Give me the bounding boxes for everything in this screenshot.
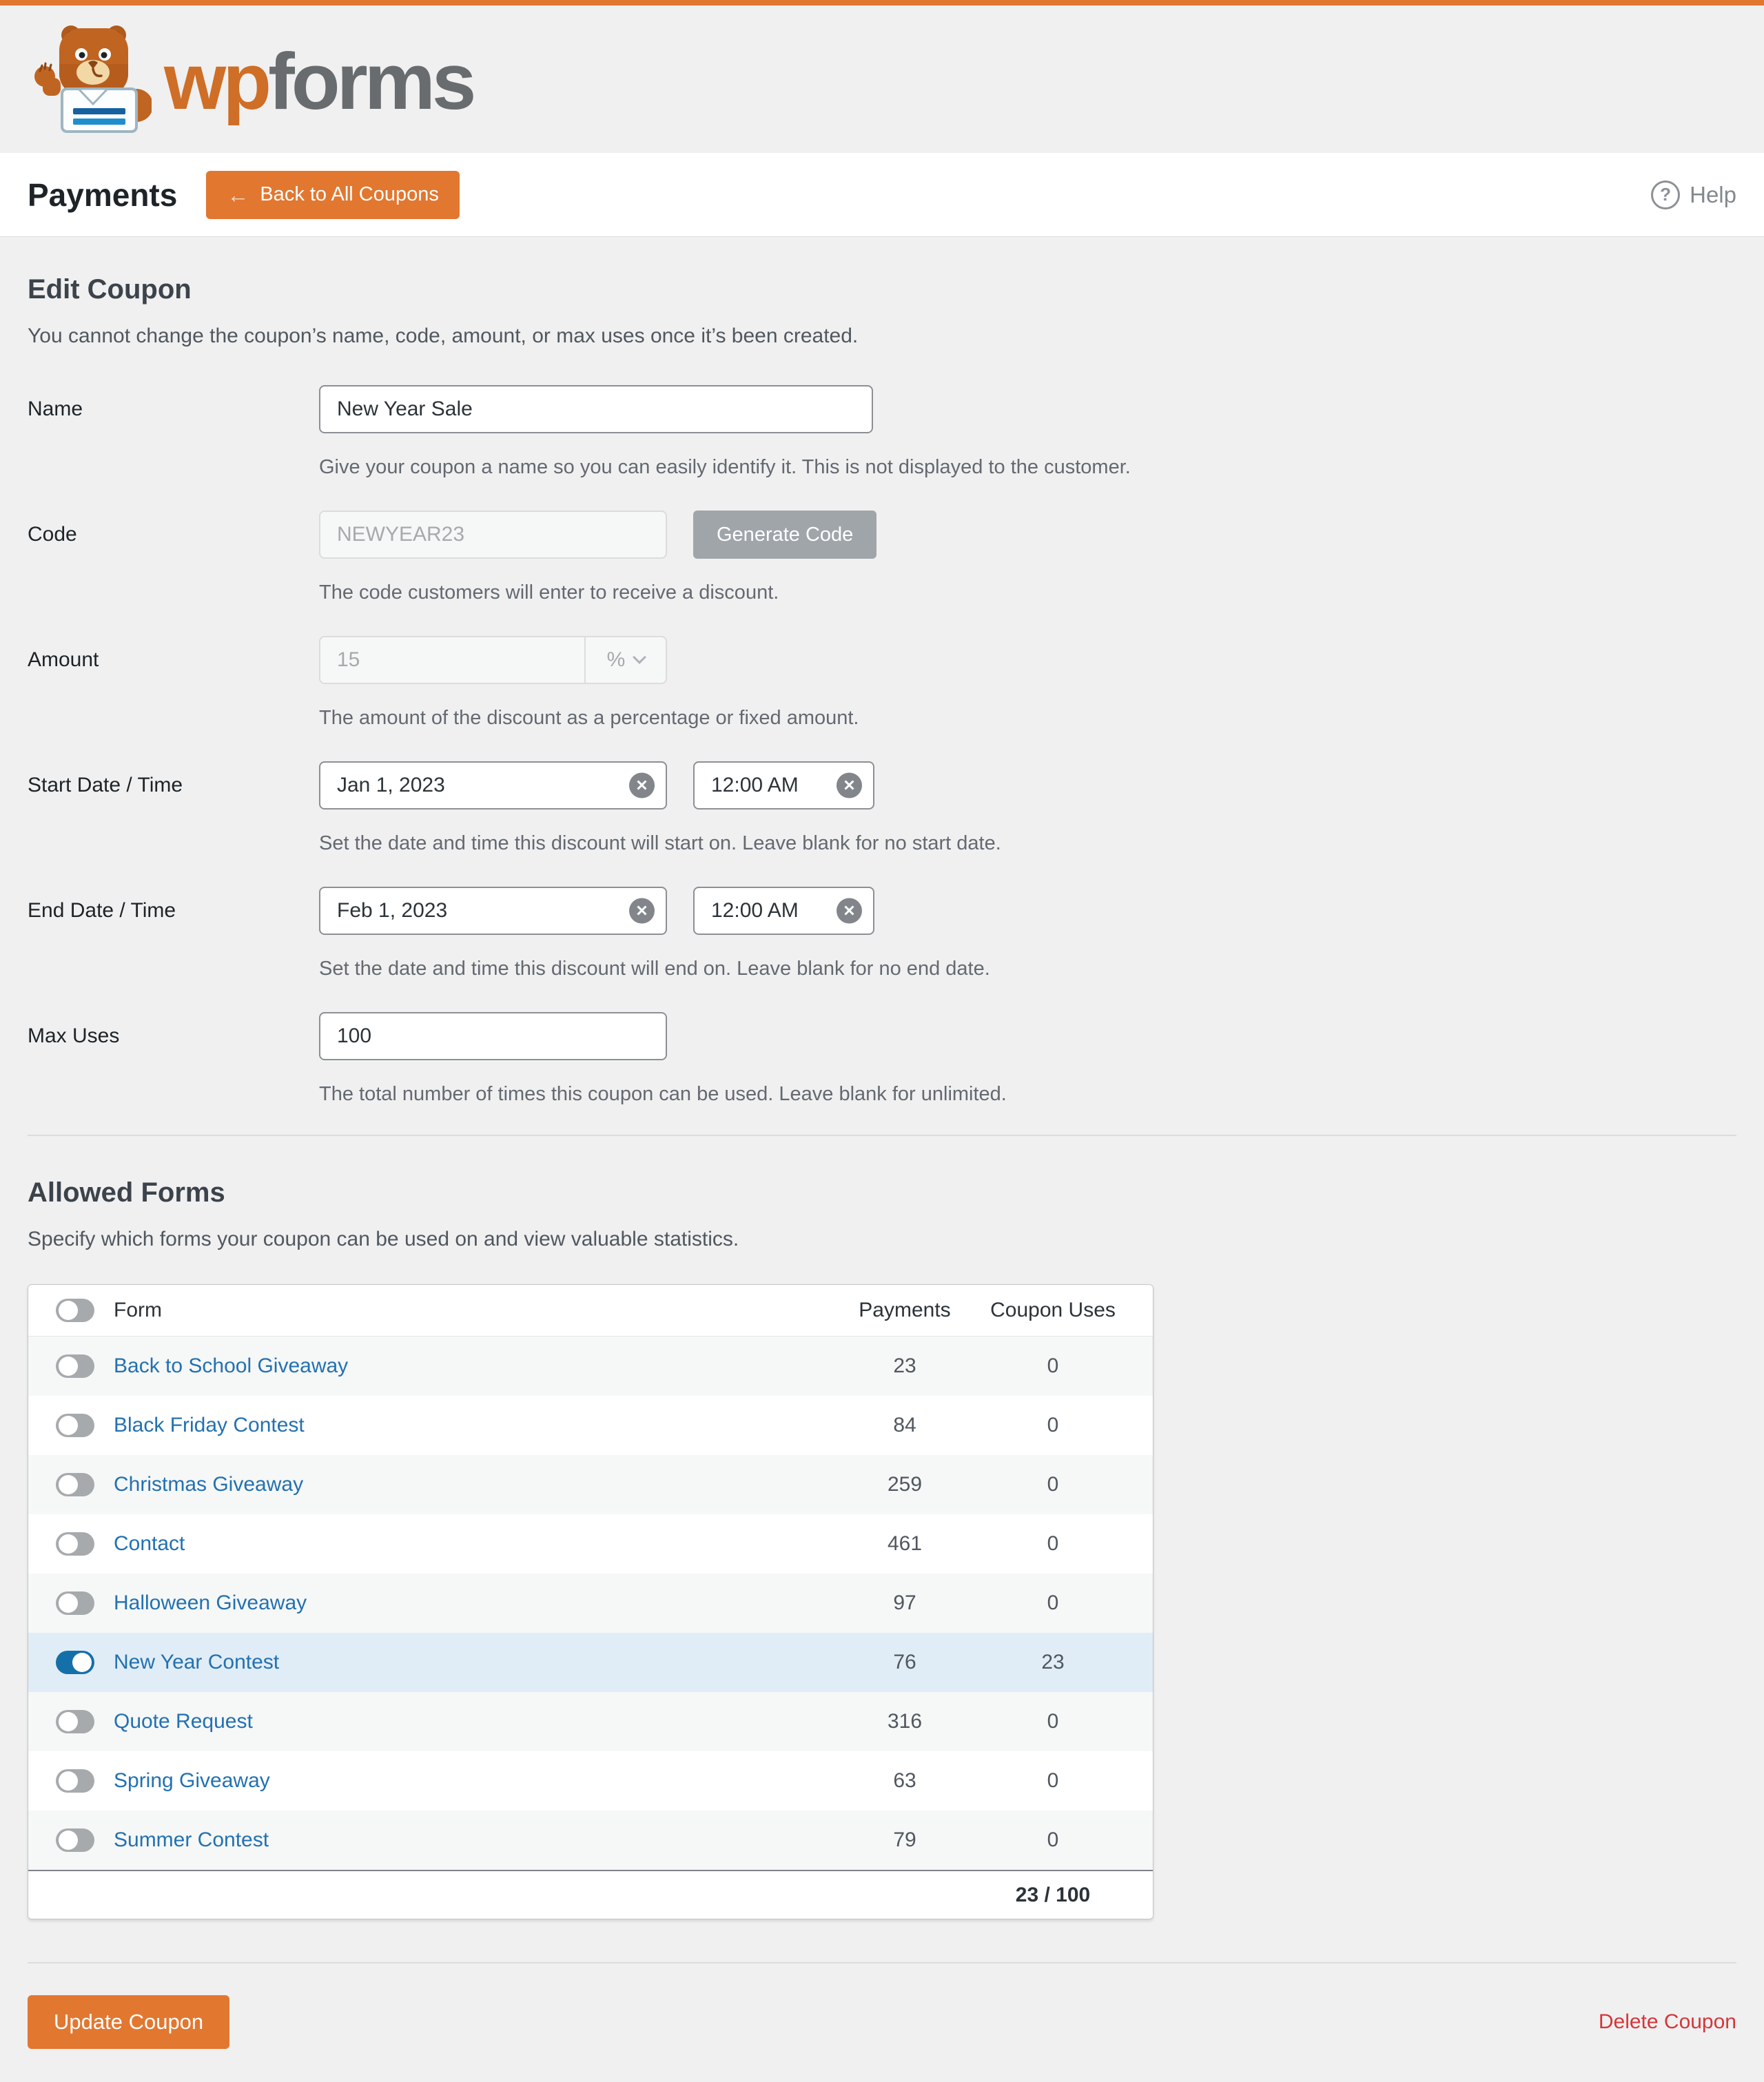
field-row-name: [28, 385, 1736, 479]
table-row: [28, 1811, 1153, 1870]
logo-forms: forms: [268, 37, 473, 126]
column-header-payments: Payments: [859, 1299, 951, 1321]
form-toggle-switch[interactable]: [56, 1769, 94, 1793]
field-row-max-uses: [28, 1012, 1736, 1106]
coupon-uses-count: 0: [1047, 1769, 1059, 1792]
form-link[interactable]: Back to School Giveaway: [114, 1354, 349, 1377]
field-row-code: [28, 511, 1736, 604]
payments-count: 76: [893, 1651, 916, 1673]
form-toggle-switch[interactable]: [56, 1591, 94, 1615]
code-input: [319, 511, 667, 559]
form-link[interactable]: Quote Request: [114, 1710, 253, 1733]
app-header: [0, 6, 1764, 153]
help-question-icon: ?: [1651, 181, 1680, 209]
form-toggle-switch[interactable]: [56, 1354, 94, 1378]
form-link[interactable]: Black Friday Contest: [114, 1414, 305, 1436]
table-row: [28, 1692, 1153, 1751]
start-date-clear-icon[interactable]: ✕: [629, 773, 655, 798]
field-row-amount: [28, 636, 1736, 730]
coupon-uses-count: 0: [1047, 1354, 1059, 1377]
form-link[interactable]: Christmas Giveaway: [114, 1473, 304, 1496]
start-help-text: Set the date and time this discount will start on. Leave blank for no start date.: [319, 832, 1001, 854]
payments-count: 23: [893, 1354, 916, 1377]
update-coupon-button[interactable]: Update Coupon: [28, 1995, 229, 2049]
form-toggle-switch[interactable]: [56, 1651, 94, 1674]
end-label: End Date / Time: [28, 899, 176, 922]
amount-label: Amount: [28, 648, 99, 671]
generate-code-button[interactable]: Generate Code: [693, 511, 876, 559]
start-time-clear-icon[interactable]: ✕: [837, 773, 862, 798]
amount-unit-value: %: [606, 648, 626, 671]
edit-coupon-description: You cannot change the coupon’s name, code, amount, or max uses once it’s been created.: [28, 324, 859, 347]
form-toggle-switch[interactable]: [56, 1828, 94, 1852]
footer-divider: [28, 1962, 1736, 1964]
toggle-all-switch[interactable]: [56, 1299, 94, 1322]
table-row: [28, 1455, 1153, 1514]
payments-count: 63: [893, 1769, 916, 1792]
start-date-input[interactable]: [319, 761, 667, 810]
edit-coupon-heading: Edit Coupon: [28, 274, 192, 305]
payments-count: 97: [893, 1591, 916, 1614]
payments-count: 461: [887, 1532, 923, 1555]
page-title: Payments: [28, 176, 178, 213]
coupon-uses-count: 0: [1047, 1591, 1059, 1614]
allowed-forms-rows: [28, 1337, 1153, 1870]
code-help-text: The code customers will enter to receive a discount.: [319, 581, 779, 604]
form-toggle-switch[interactable]: [56, 1710, 94, 1733]
form-link[interactable]: Contact: [114, 1532, 185, 1555]
amount-input-group: [319, 636, 667, 684]
page-toolbar: [0, 153, 1764, 237]
amount-input: 15: [337, 648, 360, 671]
payments-count: 79: [893, 1828, 916, 1851]
max-uses-label: Max Uses: [28, 1024, 120, 1047]
payments-count: 84: [893, 1414, 916, 1436]
form-toggle-switch[interactable]: [56, 1414, 94, 1437]
amount-help-text: The amount of the discount as a percentage or fixed amount.: [319, 707, 859, 729]
wpforms-bear-logo-icon: [33, 23, 152, 136]
allowed-forms-description: Specify which forms your coupon can be used on and view valuable statistics.: [28, 1228, 739, 1250]
chevron-down-icon: [633, 650, 646, 664]
payments-count: 316: [887, 1710, 923, 1733]
coupon-uses-count: 0: [1047, 1532, 1059, 1555]
table-row: [28, 1337, 1153, 1396]
logo-wp: wp: [164, 37, 269, 126]
table-footer-row: [28, 1870, 1153, 1919]
name-label: Name: [28, 398, 83, 420]
end-help-text: Set the date and time this discount will end on. Leave blank for no end date.: [319, 958, 990, 980]
max-uses-input[interactable]: [319, 1012, 667, 1060]
wpforms-logo-text: [164, 35, 473, 127]
end-date-clear-icon[interactable]: ✕: [629, 898, 655, 924]
allowed-forms-heading: Allowed Forms: [28, 1177, 225, 1208]
back-button-label: Back to All Coupons: [260, 183, 439, 205]
coupon-uses-total: 23 / 100: [1015, 1883, 1091, 1906]
footer-actions: [28, 1995, 1736, 2049]
column-header-coupon-uses: Coupon Uses: [990, 1299, 1116, 1321]
coupon-uses-count: 0: [1047, 1473, 1059, 1496]
end-date-input[interactable]: [319, 887, 667, 935]
name-help-text: Give your coupon a name so you can easily identify it. This is not displayed to the customer.: [319, 456, 1131, 478]
max-uses-help-text: The total number of times this coupon can be used. Leave blank for unlimited.: [319, 1083, 1007, 1105]
amount-unit-select: [584, 637, 666, 683]
section-divider: [28, 1135, 1736, 1136]
coupon-fields: [28, 385, 1736, 1106]
start-label: Start Date / Time: [28, 774, 183, 796]
table-row: [28, 1574, 1153, 1633]
coupon-uses-count: 0: [1047, 1414, 1059, 1436]
column-header-form: Form: [114, 1299, 162, 1321]
field-row-start: [28, 761, 1736, 855]
allowed-forms-table: [28, 1284, 1153, 1919]
field-row-end: [28, 887, 1736, 980]
form-toggle-switch[interactable]: [56, 1532, 94, 1556]
top-accent-bar: [0, 0, 1764, 6]
delete-coupon-link[interactable]: Delete Coupon: [1598, 2010, 1736, 2033]
form-link[interactable]: Summer Contest: [114, 1828, 269, 1851]
table-row: [28, 1633, 1153, 1692]
table-row: [28, 1396, 1153, 1455]
code-label: Code: [28, 523, 77, 546]
table-row: [28, 1751, 1153, 1811]
back-arrow-icon: ←: [227, 182, 249, 207]
end-time-clear-icon[interactable]: ✕: [837, 898, 862, 924]
coupon-uses-count: 0: [1047, 1710, 1059, 1733]
coupon-uses-count: 23: [1041, 1651, 1065, 1673]
name-input[interactable]: [319, 385, 873, 433]
back-to-all-coupons-button[interactable]: [206, 171, 460, 219]
help-link[interactable]: [1651, 181, 1736, 209]
table-row: [28, 1514, 1153, 1574]
form-link[interactable]: Spring Giveaway: [114, 1769, 270, 1792]
help-label: Help: [1690, 181, 1736, 207]
payments-count: 259: [887, 1473, 923, 1496]
form-toggle-switch[interactable]: [56, 1473, 94, 1496]
table-header-row: [28, 1285, 1153, 1337]
form-link[interactable]: Halloween Giveaway: [114, 1591, 307, 1614]
form-link[interactable]: New Year Contest: [114, 1651, 280, 1673]
coupon-uses-count: 0: [1047, 1828, 1059, 1851]
